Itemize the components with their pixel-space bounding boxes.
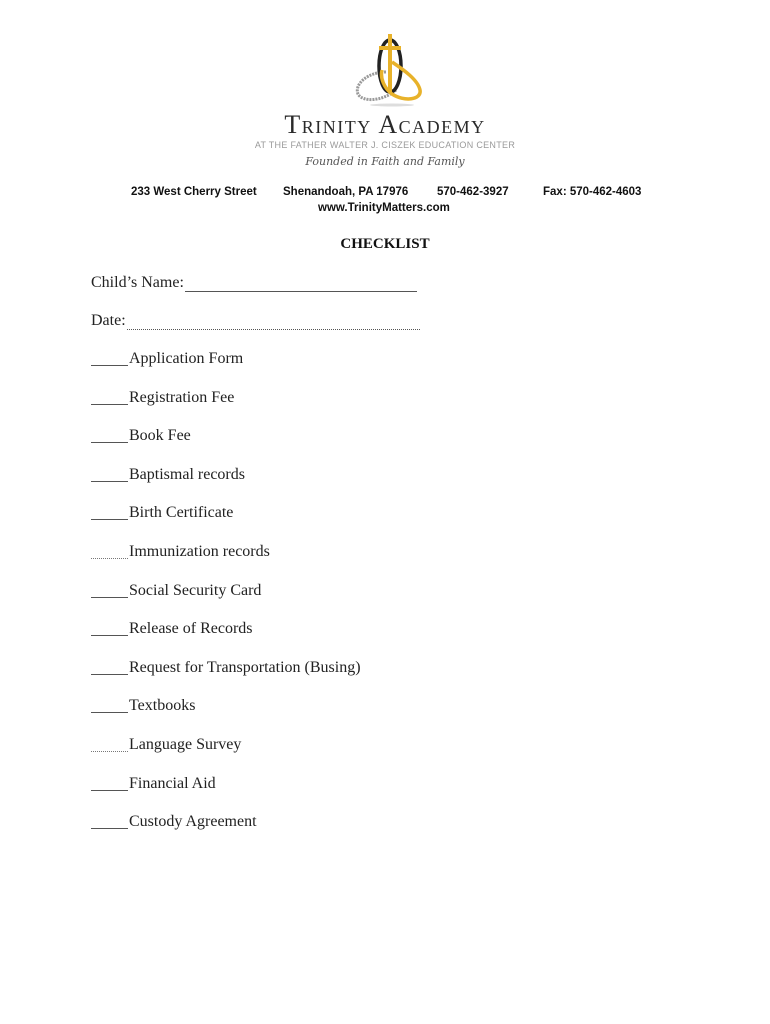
trinity-logo-icon <box>348 32 432 108</box>
checklist-item-label: Immunization records <box>129 542 270 560</box>
org-name: Trinity Academy <box>284 110 486 139</box>
checklist-item <box>91 389 361 428</box>
checklist-item-label: Financial Aid <box>129 774 216 792</box>
checklist-item <box>91 620 361 659</box>
check-blank[interactable] <box>91 543 128 559</box>
check-blank[interactable] <box>91 427 128 443</box>
check-blank[interactable] <box>91 504 128 520</box>
checklist-item-label: Custody Agreement <box>129 813 257 831</box>
checklist-item-label: Book Fee <box>129 427 191 445</box>
childs-name-input[interactable] <box>185 277 417 292</box>
date-field <box>91 312 420 330</box>
checklist-item <box>91 543 361 582</box>
contact-city: Shenandoah, PA 17976 <box>283 186 409 198</box>
checklist-item-label: Request for Transportation (Busing) <box>129 658 361 676</box>
contact-fax: Fax: 570-462-4603 <box>543 186 642 198</box>
org-subtitle: AT THE FATHER WALTER J. CISZEK EDUCATION CENTER <box>254 140 516 150</box>
checklist-item <box>91 466 361 505</box>
check-blank[interactable] <box>91 697 128 713</box>
checklist-item <box>91 504 361 543</box>
checklist-item <box>91 427 361 466</box>
check-blank[interactable] <box>91 350 128 366</box>
date-label: Date: <box>91 312 126 329</box>
checklist-item <box>91 582 361 621</box>
checklist-item <box>91 697 361 736</box>
childs-name-label: Child’s Name: <box>91 274 184 291</box>
check-blank[interactable] <box>91 466 128 482</box>
checklist-item <box>91 350 361 389</box>
check-blank[interactable] <box>91 659 128 675</box>
checklist-item-label: Application Form <box>129 350 244 367</box>
checklist-item <box>91 659 361 698</box>
checklist-item <box>91 736 361 775</box>
check-blank[interactable] <box>91 775 128 791</box>
checklist-item-label: Social Security Card <box>129 581 262 599</box>
date-input[interactable] <box>127 315 420 330</box>
checklist-item-label: Release of Records <box>129 620 253 638</box>
contact-website: www.TrinityMatters.com <box>318 202 450 214</box>
check-blank[interactable] <box>91 389 128 405</box>
check-blank[interactable] <box>91 736 128 752</box>
checklist-item-label: Registration Fee <box>129 388 235 406</box>
check-blank[interactable] <box>91 582 128 598</box>
checklist-item-label: Baptismal records <box>129 465 245 483</box>
checklist-item-label: Birth Certificate <box>129 504 234 522</box>
org-tagline: Founded in Faith and Family <box>305 155 465 168</box>
checklist-item-label: Textbooks <box>129 697 196 715</box>
check-blank[interactable] <box>91 620 128 636</box>
checklist-item <box>91 775 361 814</box>
contact-phone: 570-462-3927 <box>437 186 509 198</box>
checklist <box>91 350 361 852</box>
checklist-item-label: Language Survey <box>129 735 242 753</box>
contact-street: 233 West Cherry Street <box>131 186 257 198</box>
check-blank[interactable] <box>91 813 128 829</box>
childs-name-field <box>91 274 417 292</box>
page-title: CHECKLIST <box>340 236 430 252</box>
checklist-item <box>91 813 361 852</box>
